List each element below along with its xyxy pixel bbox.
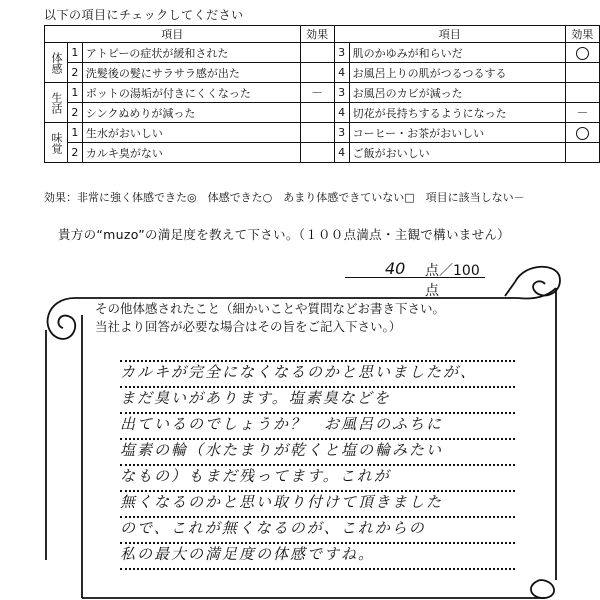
handwritten-line: カルキが完全になくなるのかと思いましたが、 — [120, 363, 478, 381]
row-number: 3 — [334, 83, 349, 103]
header-effect-left: 効果 — [300, 26, 334, 43]
row-number: 2 — [68, 63, 83, 83]
satisfaction-question: 貴方の“muzo”の満足度を教えて下さい。（１００点満点・主観で構いません） — [58, 227, 510, 242]
handwritten-line: 出ているのでしょうか？ お風呂のふちに — [120, 415, 444, 433]
effect-cell[interactable]: － — [300, 83, 334, 103]
instruction-text: 以下の項目にチェックしてください — [44, 8, 244, 22]
dotted-guide-line — [120, 568, 515, 570]
row-number: 2 — [68, 143, 83, 163]
score-unit: 点／100点 — [425, 263, 480, 299]
row-number: 2 — [68, 103, 83, 123]
item-label: 生水がおいしい — [82, 123, 300, 143]
item-label: 洗髪後の髪にサラサラ感が出た — [82, 63, 300, 83]
item-label: カルキ臭がない — [82, 143, 300, 163]
handwritten-line: ので、これが無くなるのが、これからの — [120, 519, 426, 537]
header-item-right: 項目 — [334, 26, 565, 43]
item-label: ポットの湯垢が付きにくくなった — [82, 83, 300, 103]
header-item-left: 項目 — [45, 26, 301, 43]
score-value: 40 — [385, 259, 406, 278]
handwritten-line: なもの）もまだ残ってます。これが — [120, 467, 391, 485]
row-number: 4 — [334, 103, 349, 123]
handwritten-line: 無くなるのかと思い取り付けて頂きました — [120, 493, 444, 511]
category-life: 生活 — [45, 83, 68, 123]
prompt-line-2: 当社より回答が必要な場合はその旨をご記入下さい。） — [95, 319, 402, 334]
row-number: 4 — [334, 143, 349, 163]
item-label: 切花が長持ちするようになった — [349, 103, 565, 123]
item-label: アトピーの症状が緩和された — [82, 43, 300, 63]
category-taste: 味覚 — [45, 123, 68, 163]
item-label: ご飯がおいしい — [349, 143, 565, 163]
item-label: シンクぬめりが減った — [82, 103, 300, 123]
handwritten-line: 塩素の輪（水たまりが乾くと塩の輪みたい — [120, 441, 444, 459]
handwritten-line: 私の最大の満足度の体感ですね。 — [120, 545, 376, 563]
item-label: 肌のかゆみが和らいだ — [349, 43, 565, 63]
row-number: 1 — [68, 123, 83, 143]
effect-legend: 効果：非常に強く体感できた◎ 体感できた○ あまり体感できていない□ 項目に該当しない－ — [44, 191, 525, 204]
item-label: お風呂上りの肌がつるつるする — [349, 63, 565, 83]
row-number: 3 — [334, 43, 349, 63]
item-label: お風呂のカビが減った — [349, 83, 565, 103]
effect-cell[interactable]: － — [565, 103, 599, 123]
row-number: 3 — [334, 123, 349, 143]
handwritten-line: まだ臭いがあります。塩素臭などを — [120, 389, 391, 407]
row-number: 4 — [334, 63, 349, 83]
category-body: 体感 — [45, 43, 68, 83]
other-comments-prompt — [95, 300, 445, 336]
prompt-line-1: その他体感されたこと（細かいことや質問などお書き下さい。 — [95, 301, 446, 316]
row-number: 1 — [68, 43, 83, 63]
header-effect-right: 効果 — [565, 26, 599, 43]
row-number: 1 — [68, 83, 83, 103]
item-label: コーヒー・お茶がおいしい — [349, 123, 565, 143]
